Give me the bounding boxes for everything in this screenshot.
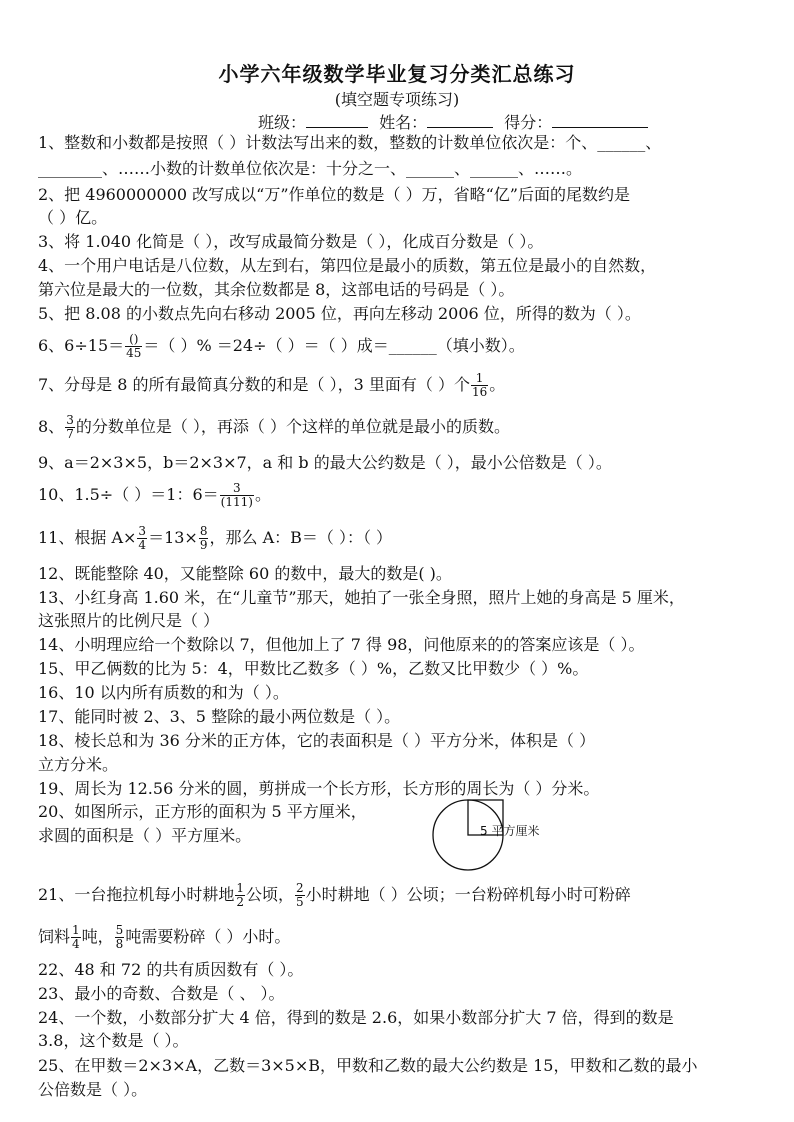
question-18-line-2: 立方分米。 xyxy=(38,755,119,774)
class-blank[interactable] xyxy=(306,112,368,128)
question-20-line-1: 20、如图所示，正方形的面积为 5 平方厘米， xyxy=(38,802,367,821)
q21a-middle: 公顷， xyxy=(246,885,295,904)
q8-suffix: 的分数单位是（ ），再添（ ）个这样的单位就是最小的质数。 xyxy=(75,417,511,436)
q11-middle: ＝13× xyxy=(148,528,198,547)
q21b-denominator-2: 8 xyxy=(115,937,124,951)
question-18-line-1: 18、棱长总和为 36 分米的正方体，它的表面积是（ ）平方分米，体积是（ ） xyxy=(38,731,596,750)
question-24-line-2: 3.8，这个数是（ ）。 xyxy=(38,1031,189,1050)
q11-numerator-2: 8 xyxy=(199,524,208,538)
q21b-fraction-1 xyxy=(71,924,81,951)
q11-fraction-1 xyxy=(137,525,147,552)
q11-denominator-2: 9 xyxy=(199,538,208,552)
question-3: 3、将 1.040 化简是（ ），改写成最简分数是（ ），化成百分数是（ ）。 xyxy=(38,232,544,251)
q11-numerator-1: 3 xyxy=(138,524,147,538)
q6-numerator: () xyxy=(129,332,139,346)
q8-fraction xyxy=(65,414,75,441)
question-9: 9、a＝2×3×5，b＝2×3×7，a 和 b 的最大公约数是（ ），最小公倍数是（ ）。 xyxy=(38,453,612,472)
q21a-numerator-1: 1 xyxy=(236,881,245,895)
score-label: 得分： xyxy=(504,113,553,132)
q10-suffix: 。 xyxy=(254,485,271,504)
q8-prefix: 8、 xyxy=(38,417,65,436)
question-19: 19、周长为 12.56 分米的圆，剪拼成一个长方形，长方形的周长为（ ）分米。 xyxy=(38,779,600,798)
circle-square-figure xyxy=(430,798,570,882)
question-23: 23、最小的奇数、合数是（ 、 ）。 xyxy=(38,984,285,1003)
q21a-fraction-1 xyxy=(235,882,245,909)
question-2-line-2: （ ）亿。 xyxy=(38,208,108,227)
question-5: 5、把 8.08 的小数点先向右移动 2005 位，再向左移动 2006 位，所得的数为（ ）。 xyxy=(38,304,641,323)
question-20-line-2: 求圆的面积是（ ）平方厘米。 xyxy=(38,826,252,845)
question-6 xyxy=(38,333,525,360)
question-24-line-1: 24、一个数，小数部分扩大 4 倍，得到的数是 2.6，如果小数部分扩大 7 倍，得到的数是 xyxy=(38,1008,674,1027)
class-label: 班级： xyxy=(258,113,307,132)
page-subtitle: (填空题专项练习) xyxy=(334,90,460,109)
q6-fraction xyxy=(125,333,142,360)
q11-fraction-2 xyxy=(199,525,209,552)
question-25-line-2: 公倍数是（ ）。 xyxy=(38,1080,148,1099)
question-2-line-1: 2、把 4960000000 改写成以“万”作单位的数是（ ）万，省略“亿”后面的尾数约是 xyxy=(38,185,630,204)
q7-fraction xyxy=(471,372,488,399)
q21b-denominator-1: 4 xyxy=(72,937,80,951)
question-22: 22、48 和 72 的共有质因数有（ ）。 xyxy=(38,960,304,979)
q21b-suffix: 吨需要粉碎（ ）小时。 xyxy=(125,927,291,946)
question-10 xyxy=(38,482,271,509)
question-4-line-1: 4、一个用户电话是八位数，从左到右，第四位是最小的质数，第五位是最小的自然数， xyxy=(38,256,657,275)
question-8 xyxy=(38,414,510,441)
q21b-numerator-2: 5 xyxy=(115,923,124,937)
q21b-prefix: 饲料 xyxy=(38,927,71,946)
q10-fraction xyxy=(220,482,254,509)
q21a-suffix: 小时耕地（ ）公顷；一台粉碎机每小时可粉碎 xyxy=(305,885,631,904)
question-15: 15、甲乙俩数的比为 5：4，甲数比乙数多（ ）%，乙数又比甲数少（ ）%。 xyxy=(38,659,589,678)
question-13-line-2: 这张照片的比例尺是（ ） xyxy=(38,611,220,630)
score-blank[interactable] xyxy=(552,112,648,128)
question-4-line-2: 第六位是最大的一位数，其余位数都是 8，这部电话的号码是（ ）。 xyxy=(38,280,515,299)
question-13-line-1: 13、小红身高 1.60 米，在“儿童节”那天，她拍了一张全身照，照片上她的身高是 5 厘米， xyxy=(38,588,685,607)
q8-denominator: 7 xyxy=(66,427,74,441)
question-16: 16、10 以内所有质数的和为（ ）。 xyxy=(38,683,289,702)
question-7 xyxy=(38,372,505,399)
question-25-line-1: 25、在甲数＝2×3×A，乙数＝3×5×B，甲数和乙数的最大公约数是 15，甲数和乙数的最小 xyxy=(38,1056,698,1075)
q21a-denominator-2: 5 xyxy=(296,895,304,909)
q21b-middle: 吨， xyxy=(81,927,114,946)
q11-denominator-1: 4 xyxy=(138,538,147,552)
q21a-denominator-1: 2 xyxy=(236,895,245,909)
q10-prefix: 10、1.5÷（ ）＝1：6＝ xyxy=(38,485,219,504)
name-blank[interactable] xyxy=(427,112,493,128)
q21a-prefix: 21、一台拖拉机每小时耕地 xyxy=(38,885,235,904)
q11-suffix: ，那么 A：B＝（ ）：（ ） xyxy=(209,528,393,547)
q21b-numerator-1: 1 xyxy=(72,923,80,937)
square-area-label: 5 平方厘米 xyxy=(480,824,540,838)
q6-suffix: ＝（ ）% ＝24÷（ ）＝（ ）成＝______（填小数）。 xyxy=(143,336,525,355)
q7-prefix: 7、分母是 8 的所有最简真分数的和是（ ），3 里面有（ ）个 xyxy=(38,375,470,394)
q6-prefix: 6、6÷15＝ xyxy=(38,336,125,355)
q11-prefix: 11、根据 A× xyxy=(38,528,137,547)
name-label: 姓名： xyxy=(379,113,428,132)
q7-numerator: 1 xyxy=(475,371,484,385)
question-17: 17、能同时被 2、3、5 整除的最小两位数是（ ）。 xyxy=(38,707,401,726)
page-title: 小学六年级数学毕业复习分类汇总练习 xyxy=(218,62,576,86)
question-11 xyxy=(38,525,392,552)
q7-denominator: 16 xyxy=(471,385,488,399)
q10-numerator: 3 xyxy=(232,481,241,495)
q21a-numerator-2: 2 xyxy=(296,881,304,895)
q8-numerator: 3 xyxy=(66,413,74,427)
student-info-row xyxy=(258,110,648,133)
question-1-line-1: 1、整数和小数都是按照（ ）计数法写出来的数，整数的计数单位依次是：个、______、 xyxy=(38,133,662,152)
question-12: 12、既能整除 40，又能整除 60 的数中，最大的数是( )。 xyxy=(38,564,452,583)
q7-suffix: 。 xyxy=(489,375,506,394)
question-14: 14、小明理应给一个数除以 7，但他加上了 7 得 98，问他原来的的答案应该是（ ）。 xyxy=(38,635,645,654)
question-21-line-1 xyxy=(38,882,631,909)
question-1-line-2: ________、……小数的计数单位依次是：十分之一、______、______、……。 xyxy=(38,159,583,178)
q10-denominator: (111) xyxy=(220,495,253,509)
q21b-fraction-2 xyxy=(115,924,125,951)
q21a-fraction-2 xyxy=(295,882,305,909)
question-21-line-2 xyxy=(38,924,290,951)
q6-denominator: 45 xyxy=(126,346,142,360)
